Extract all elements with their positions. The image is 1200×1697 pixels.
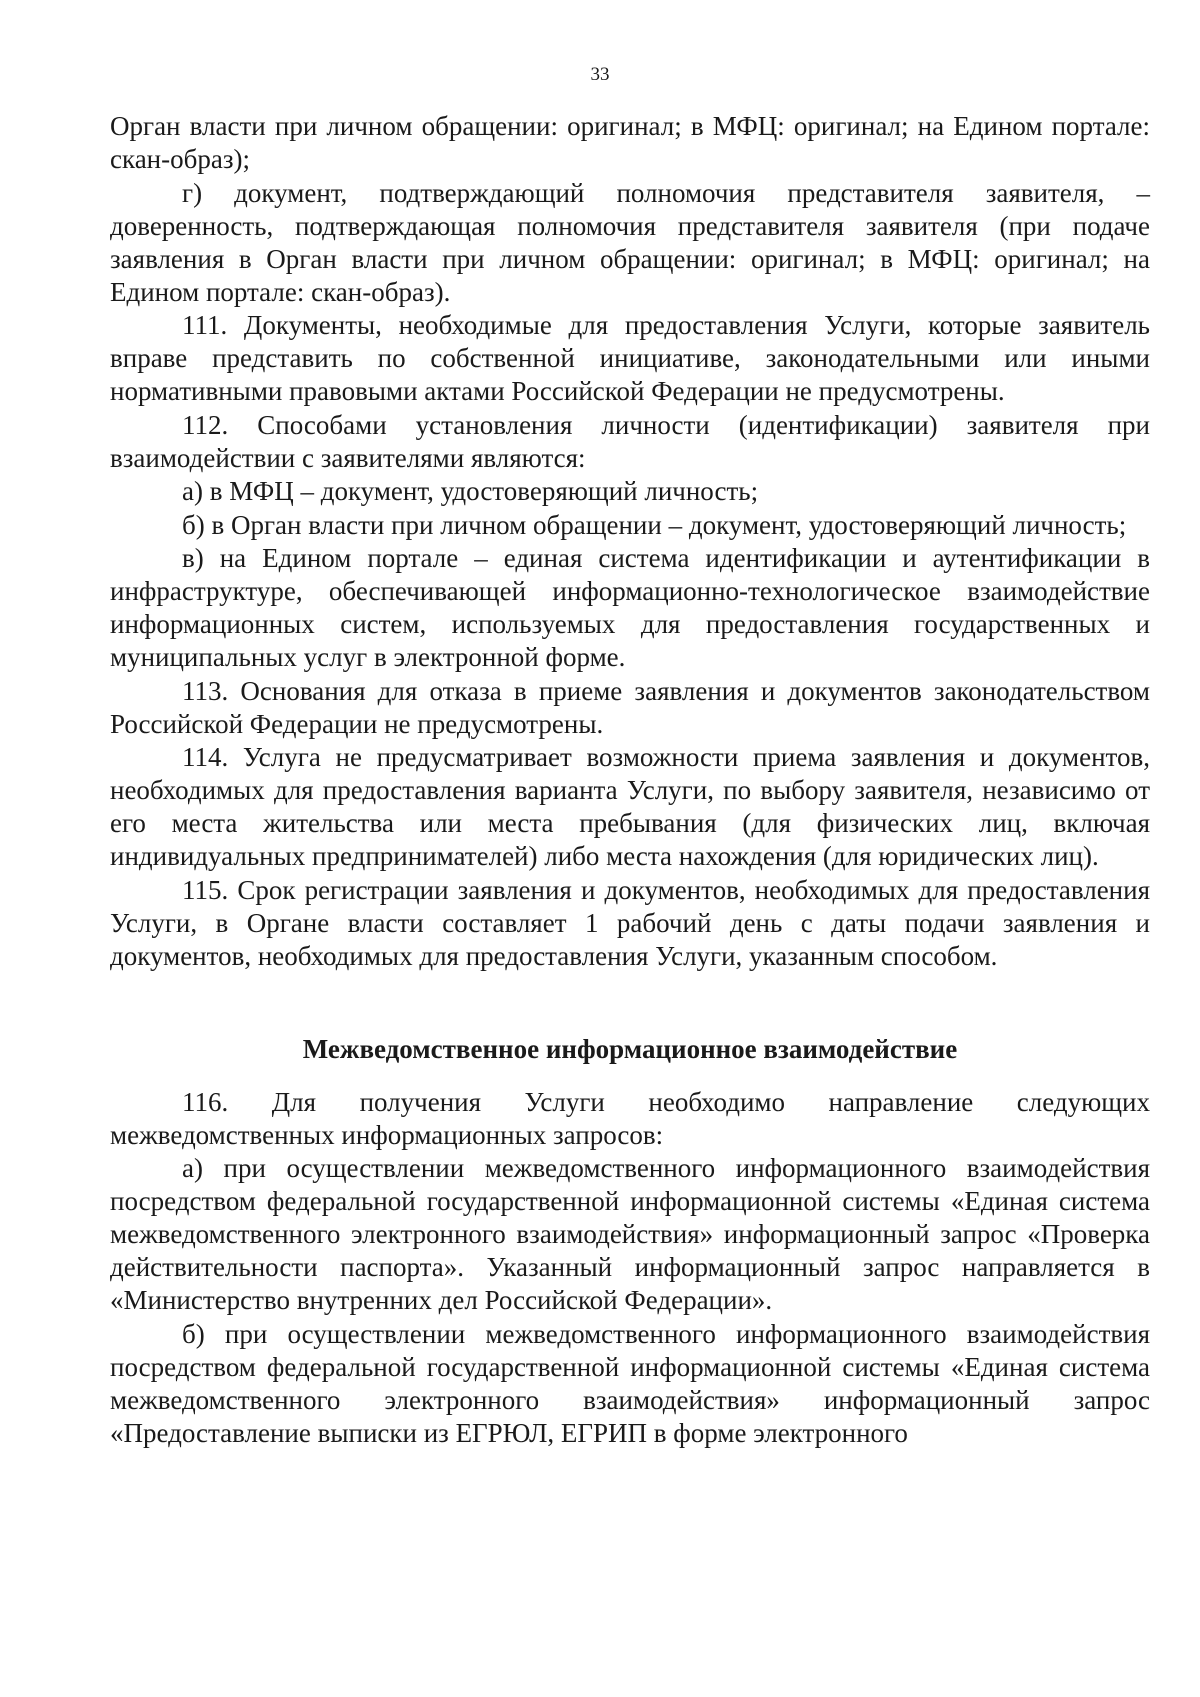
paragraphs-bottom <box>110 1086 1150 1450</box>
paragraph: а) в МФЦ – документ, удостоверяющий личность; <box>182 476 759 506</box>
paragraph: а) при осуществлении межведомственного информационного взаимодействия посредством федеральной государственной информационной системы «Единая система межведомственного электронного взаимодействия» информационный запрос «Проверка действительности паспорта». Указанный информационный запрос направляется в «Министерство внутренних дел Российской Федерации». <box>110 1153 1150 1315</box>
section-heading: Межведомственное информационное взаимодействие <box>302 1033 958 1064</box>
paragraph: г) документ, подтверждающий полномочия представителя заявителя, – доверенность, подтверждающая полномочия представителя заявителя (при подаче заявления в Орган власти при личном обращении: оригинал; в МФЦ: оригинал; на Едином портале: скан-образ). <box>110 177 1150 307</box>
paragraph: в) на Едином портале – единая система идентификации и аутентификации в инфраструктуре, обеспечивающей информационно-технологическое взаимодействие информационных систем, используемых для предоставления государственных и муниципальных услуг в электронной форме. <box>110 543 1150 672</box>
paragraph: 115. Срок регистрации заявления и документов, необходимых для предоставления Услуги, в Органе власти составляет 1 рабочий день с даты подачи заявления и документов, необходимых для предоставления Услуги, указанным способом. <box>110 874 1150 971</box>
paragraph: 114. Услуга не предусматривает возможности приема заявления и документов, необходимых для предоставления варианта Услуги, по выбору заявителя, независимо от его места жительства или места пребывания (для физических лиц, включая индивидуальных предпринимателей) либо места нахождения (для юридических лиц). <box>110 742 1150 871</box>
paragraph: Орган власти при личном обращении: оригинал; в МФЦ: оригинал; на Едином портале: скан-образ); <box>110 111 1150 174</box>
page-number: 33 <box>590 64 610 85</box>
paragraph: 116. Для получения Услуги необходимо направление следующих межведомственных информационных запросов: <box>110 1086 1150 1150</box>
paragraphs-top <box>110 110 1150 973</box>
paragraph: 113. Основания для отказа в приеме заявления и документов законодательством Российской Федерации не предусмотрены. <box>110 675 1150 739</box>
paragraph: 111. Документы, необходимые для предоставления Услуги, которые заявитель вправе представить по собственной инициативе, законодательными или иными нормативными правовыми актами Российской Федерации не предусмотрены. <box>110 310 1150 406</box>
document-body <box>110 110 1150 1450</box>
paragraph: б) в Орган власти при личном обращении – документ, удостоверяющий личность; <box>182 509 1127 540</box>
paragraph: б) при осуществлении межведомственного информационного взаимодействия посредством федеральной государственной информационной системы «Единая система межведомственного электронного взаимодействия» информационный запрос «Предоставление выписки из ЕГРЮЛ, ЕГРИП в форме электронного <box>110 1318 1150 1448</box>
paragraph: 112. Способами установления личности (идентификации) заявителя при взаимодействии с заявителями являются: <box>110 409 1150 473</box>
